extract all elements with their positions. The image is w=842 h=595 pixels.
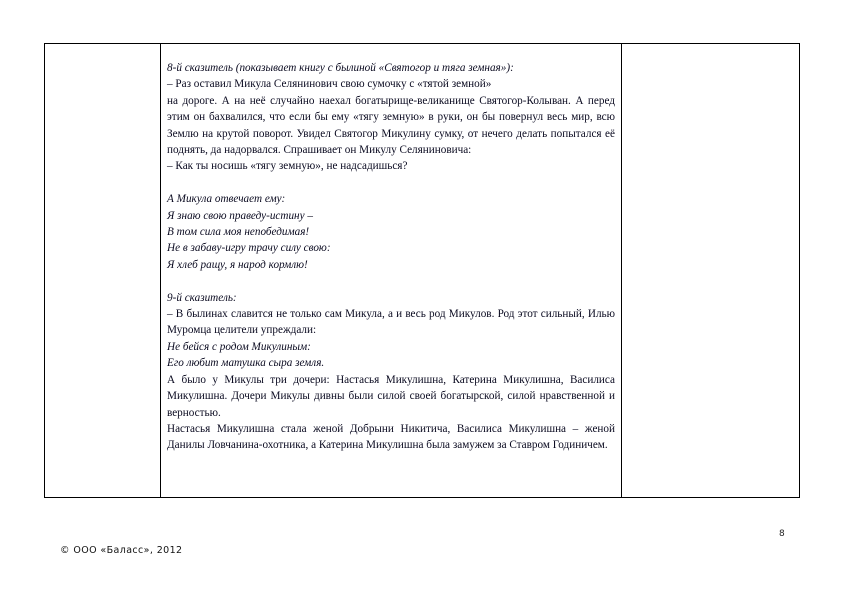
mikula-intro: А Микула отвечает ему: [167, 193, 286, 206]
text-cell [167, 60, 615, 454]
narrator8-heading: 8-й сказитель (показывает книгу с былиной «Святогор и тяга земная»): [167, 62, 514, 74]
verse-line: Я знаю свою праведу-истину – [167, 209, 313, 222]
content-table [44, 43, 800, 498]
column-divider-right [621, 44, 622, 497]
copyright-footer: © ООО «Баласс», 2012 [60, 545, 183, 556]
narrator9-paragraph: А было у Микулы три дочери: Настасья Микулишна, Катерина Микулишна, Василиса Микулишна. Дочери Микулы дивны были силой своей богатырской, силой нравственной и верностью. [167, 373, 615, 419]
narrator8-paragraph: на дороге. А на неё случайно наехал богатырище-великанище Святогор-Колыван. А перед этим он бахвалился, что если бы ему «тягу земную» в руки, он бы повернул весь мир, всю Землю на крутой поворот. Увидел Святогор Микулину сумку, от нечего делать попытался её поднять, да надорвался. Спрашивает он Микулу Селяниновича: [167, 94, 615, 157]
narrator9-paragraph: – В былинах славится не только сам Микула, а и весь род Микулов. Род этот сильный, Илью Муромца целители упреждали: [167, 308, 615, 337]
page-number: 8 [779, 529, 785, 539]
narrator9-paragraph: Настасья Микулишна стала женой Добрыни Никитича, Василиса Микулишна – женой Данилы Ловчанина-охотника, а Катерина Микулишна была замужем за Ставром Годиничем. [167, 422, 615, 452]
verse-line: Я хлеб ращу, я народ кормлю! [167, 258, 308, 271]
narrator8-line1: – Раз оставил Микула Селянинович свою сумочку с «тятой земной» [167, 78, 492, 91]
column-divider-left [160, 44, 161, 497]
quote-line: Не бейся с родом Микулиным: [167, 340, 311, 353]
narrator9-heading: 9-й сказитель: [167, 291, 237, 304]
quote-line: Его любит матушка сыра земля. [167, 357, 325, 370]
verse-line: Не в забаву-игру трачу силу свою: [167, 242, 331, 255]
narrator8-question: – Как ты носишь «тягу земную», не надсадишься? [167, 160, 408, 173]
verse-line: В том сила моя непобедимая! [167, 226, 310, 239]
